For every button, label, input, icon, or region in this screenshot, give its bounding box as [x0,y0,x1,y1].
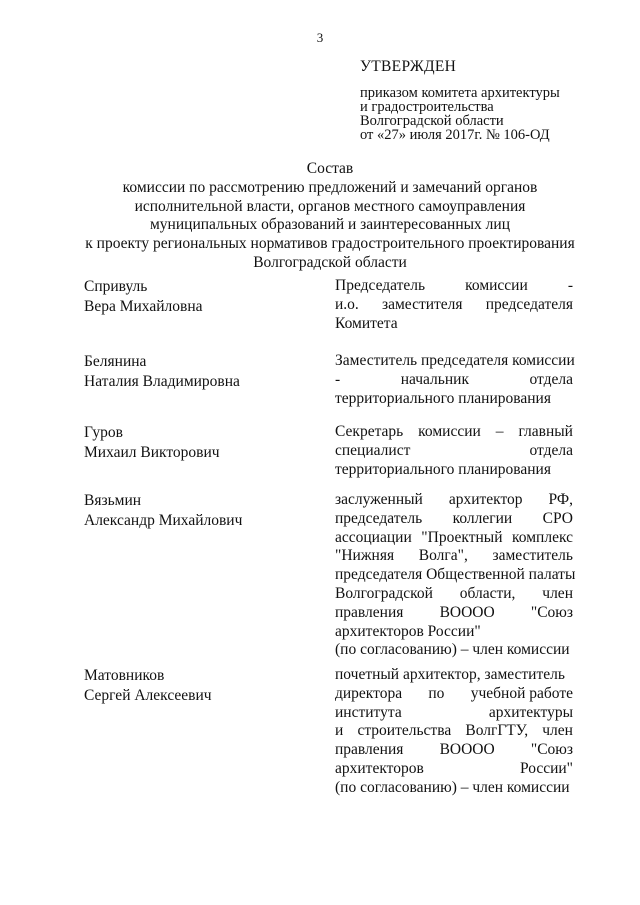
role-word: главный [518,423,573,440]
role-word: коллегии [452,509,513,527]
role-line [335,741,573,760]
role-word: Заместитель председателя комиссии [335,352,575,369]
role-word: отдела [529,441,573,459]
role-word: заслуженный [335,491,423,508]
title-line: Состав [306,160,354,177]
role-line [335,510,573,529]
role-word: Председатель [335,277,426,294]
member-name [84,277,203,316]
role-word: член [542,584,573,602]
role-line [335,779,573,798]
role-word: комплекс [512,528,573,546]
role-word: учебной работе [470,684,573,702]
title-line: исполнительной власти, органов местного самоуправления [134,197,526,215]
role-word: - [335,370,341,388]
member-surname: Белянина [84,353,147,370]
role-line [335,390,573,409]
role-word: комиссии [465,277,528,294]
role-word: – [495,423,504,440]
member-role [335,666,573,798]
member-surname: Матовников [84,667,165,684]
role-word: начальник [400,370,469,388]
member-role [335,491,576,660]
member-name [84,666,212,705]
role-word: правления [335,741,404,759]
member-given-names: Александр Михайлович [84,511,243,529]
role-word: архитекторов России" [335,622,481,640]
member-surname: Вязьмин [84,492,142,509]
member-name [84,352,240,391]
approval-line: и градостроительства [360,99,494,115]
role-word: заместителя [382,295,463,313]
role-line [335,315,573,334]
role-word: Волгоградской [335,584,433,602]
role-word: председатель [335,509,423,527]
member-role [335,423,573,479]
role-line [335,423,573,442]
role-word: Комитета [335,314,398,332]
role-word: ВолгГТУ, [465,722,529,740]
role-word: Секретарь [335,423,404,440]
role-line [335,277,573,296]
member-role [335,277,573,333]
role-word: "Проектный [421,528,503,546]
role-word: (по согласованию) – член комиссии [335,778,570,796]
role-line [335,547,573,566]
role-line [335,491,573,510]
role-line [335,566,576,585]
member-role [335,352,573,408]
role-line [335,296,573,315]
role-word: правления [335,603,404,621]
role-word: член [542,722,573,740]
role-word: заместитель [492,547,573,565]
approval-line: приказом комитета архитектуры [360,85,560,101]
role-word: "Союз [530,603,573,621]
role-line [335,442,573,461]
role-word: председателя [485,295,573,313]
role-word: по [428,684,445,702]
title-line: комиссии по рассмотрению предложений и замечаний органов [122,178,538,196]
role-word: ВОООО [439,741,495,759]
role-word: архитектуры [488,703,573,721]
role-word: специалист [335,441,411,459]
member-given-names: Сергей Алексеевич [84,686,212,704]
role-line [335,666,573,685]
member-surname: Спривуль [84,278,148,295]
role-word: и.о. [335,295,359,313]
role-word: Волга", [418,547,468,565]
role-line [335,623,573,642]
title-line: муниципальных образований и заинтересованных лиц [150,216,510,234]
role-word: "Нижняя [335,547,395,565]
approval-line: Волгоградской области [360,113,504,129]
role-word: председателя Общественной палаты [335,566,576,584]
role-word: России" [519,759,573,777]
page-number: 3 [316,30,324,45]
role-line [335,641,573,660]
role-word: строительства [357,722,452,740]
approval-heading: УТВЕРЖДЕН [360,58,457,75]
document-title [60,160,600,273]
role-line [335,371,573,390]
role-word: РФ, [548,491,573,508]
role-word: области, [459,584,516,602]
role-word: ВОООО [439,603,495,621]
role-word: комиссии [418,423,481,440]
role-line [335,585,573,604]
title-line: к проекту региональных нормативов градостроительного проектирования [85,235,575,253]
role-line [335,604,573,623]
approval-order-block [360,86,560,142]
approval-line: от «27» июля 2017г. № 106-ОД [360,127,550,143]
role-word: архитектор [448,491,523,508]
role-word: (по согласованию) – член комиссии [335,641,570,659]
role-word: отдела [529,370,573,388]
role-word: и [335,722,344,740]
role-line [335,704,573,723]
member-given-names: Вера Михайловна [84,297,203,315]
role-line [335,722,573,741]
member-given-names: Михаил Викторович [84,443,220,461]
role-word: архитекторов [335,759,424,777]
role-word: почетный архитектор, заместитель [335,666,565,683]
title-line: Волгоградской области [253,253,407,271]
role-word: СРО [542,509,573,527]
role-word: - [567,277,573,294]
role-word: территориального планирования [335,460,551,478]
role-word: "Союз [530,741,573,759]
role-line [335,461,573,480]
role-line [335,352,573,371]
role-line [335,529,573,548]
member-name [84,423,220,462]
member-surname: Гуров [84,424,123,441]
role-word: института [335,703,402,721]
role-line [335,685,573,704]
role-word: директора [335,684,403,702]
member-given-names: Наталия Владимировна [84,372,240,390]
role-line [335,760,573,779]
role-word: территориального планирования [335,389,551,407]
role-word: ассоциации [335,528,412,546]
member-name [84,491,242,530]
